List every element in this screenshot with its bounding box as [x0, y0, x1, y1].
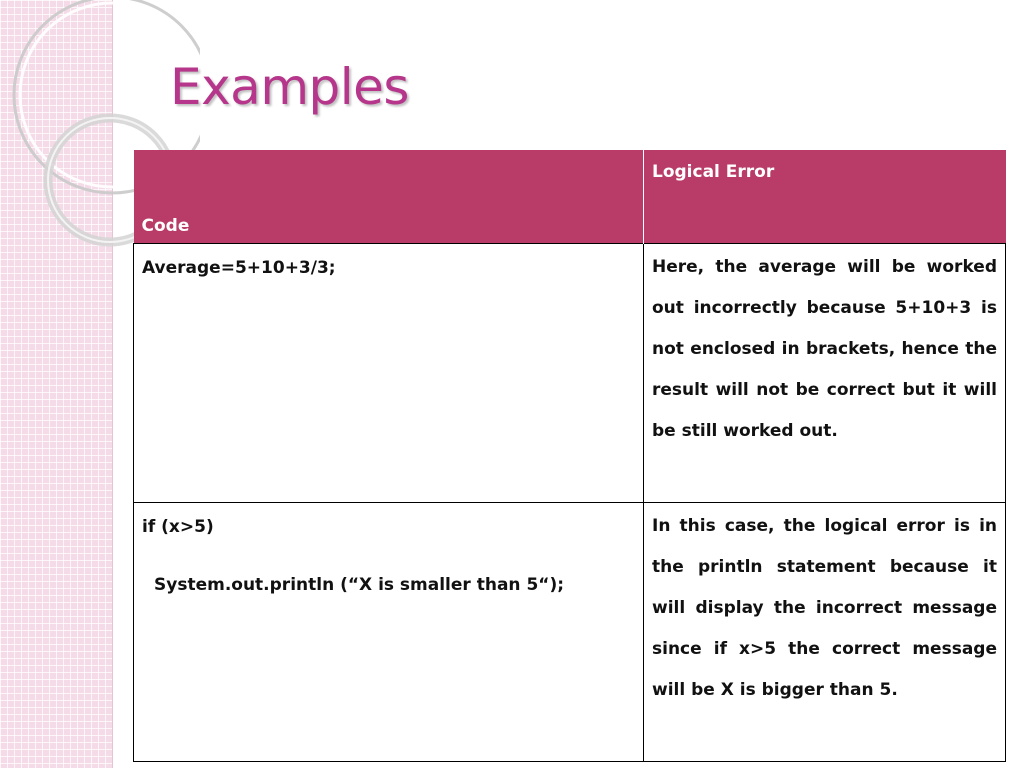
- slide-title: Examples: [170, 58, 409, 116]
- column-header-code: Code: [134, 150, 644, 244]
- column-header-logical-error: Logical Error: [644, 150, 1006, 244]
- code-cell: [134, 503, 644, 762]
- code-line: System.out.println (“X is smaller than 5“);: [154, 575, 565, 595]
- explanation-text: Here, the average will be worked out incorrectly because 5+10+3 is not enclosed in brackets, hence the result will not be correct but it will be still worked out.: [652, 257, 997, 441]
- table-row: [134, 244, 1006, 503]
- explanation-cell: [644, 503, 1006, 762]
- code-cell: [134, 244, 644, 503]
- table-header-row: [134, 150, 1006, 244]
- table-row: [134, 503, 1006, 762]
- decorative-side-strip: [0, 0, 113, 768]
- code-line: if (x>5): [142, 517, 214, 537]
- explanation-text: In this case, the logical error is in the println statement because it will display the incorrect message since if x>5 the correct message will be X is bigger than 5.: [652, 516, 997, 700]
- examples-table: [133, 150, 1006, 762]
- code-line: Average=5+10+3/3;: [142, 258, 336, 278]
- explanation-cell: [644, 244, 1006, 503]
